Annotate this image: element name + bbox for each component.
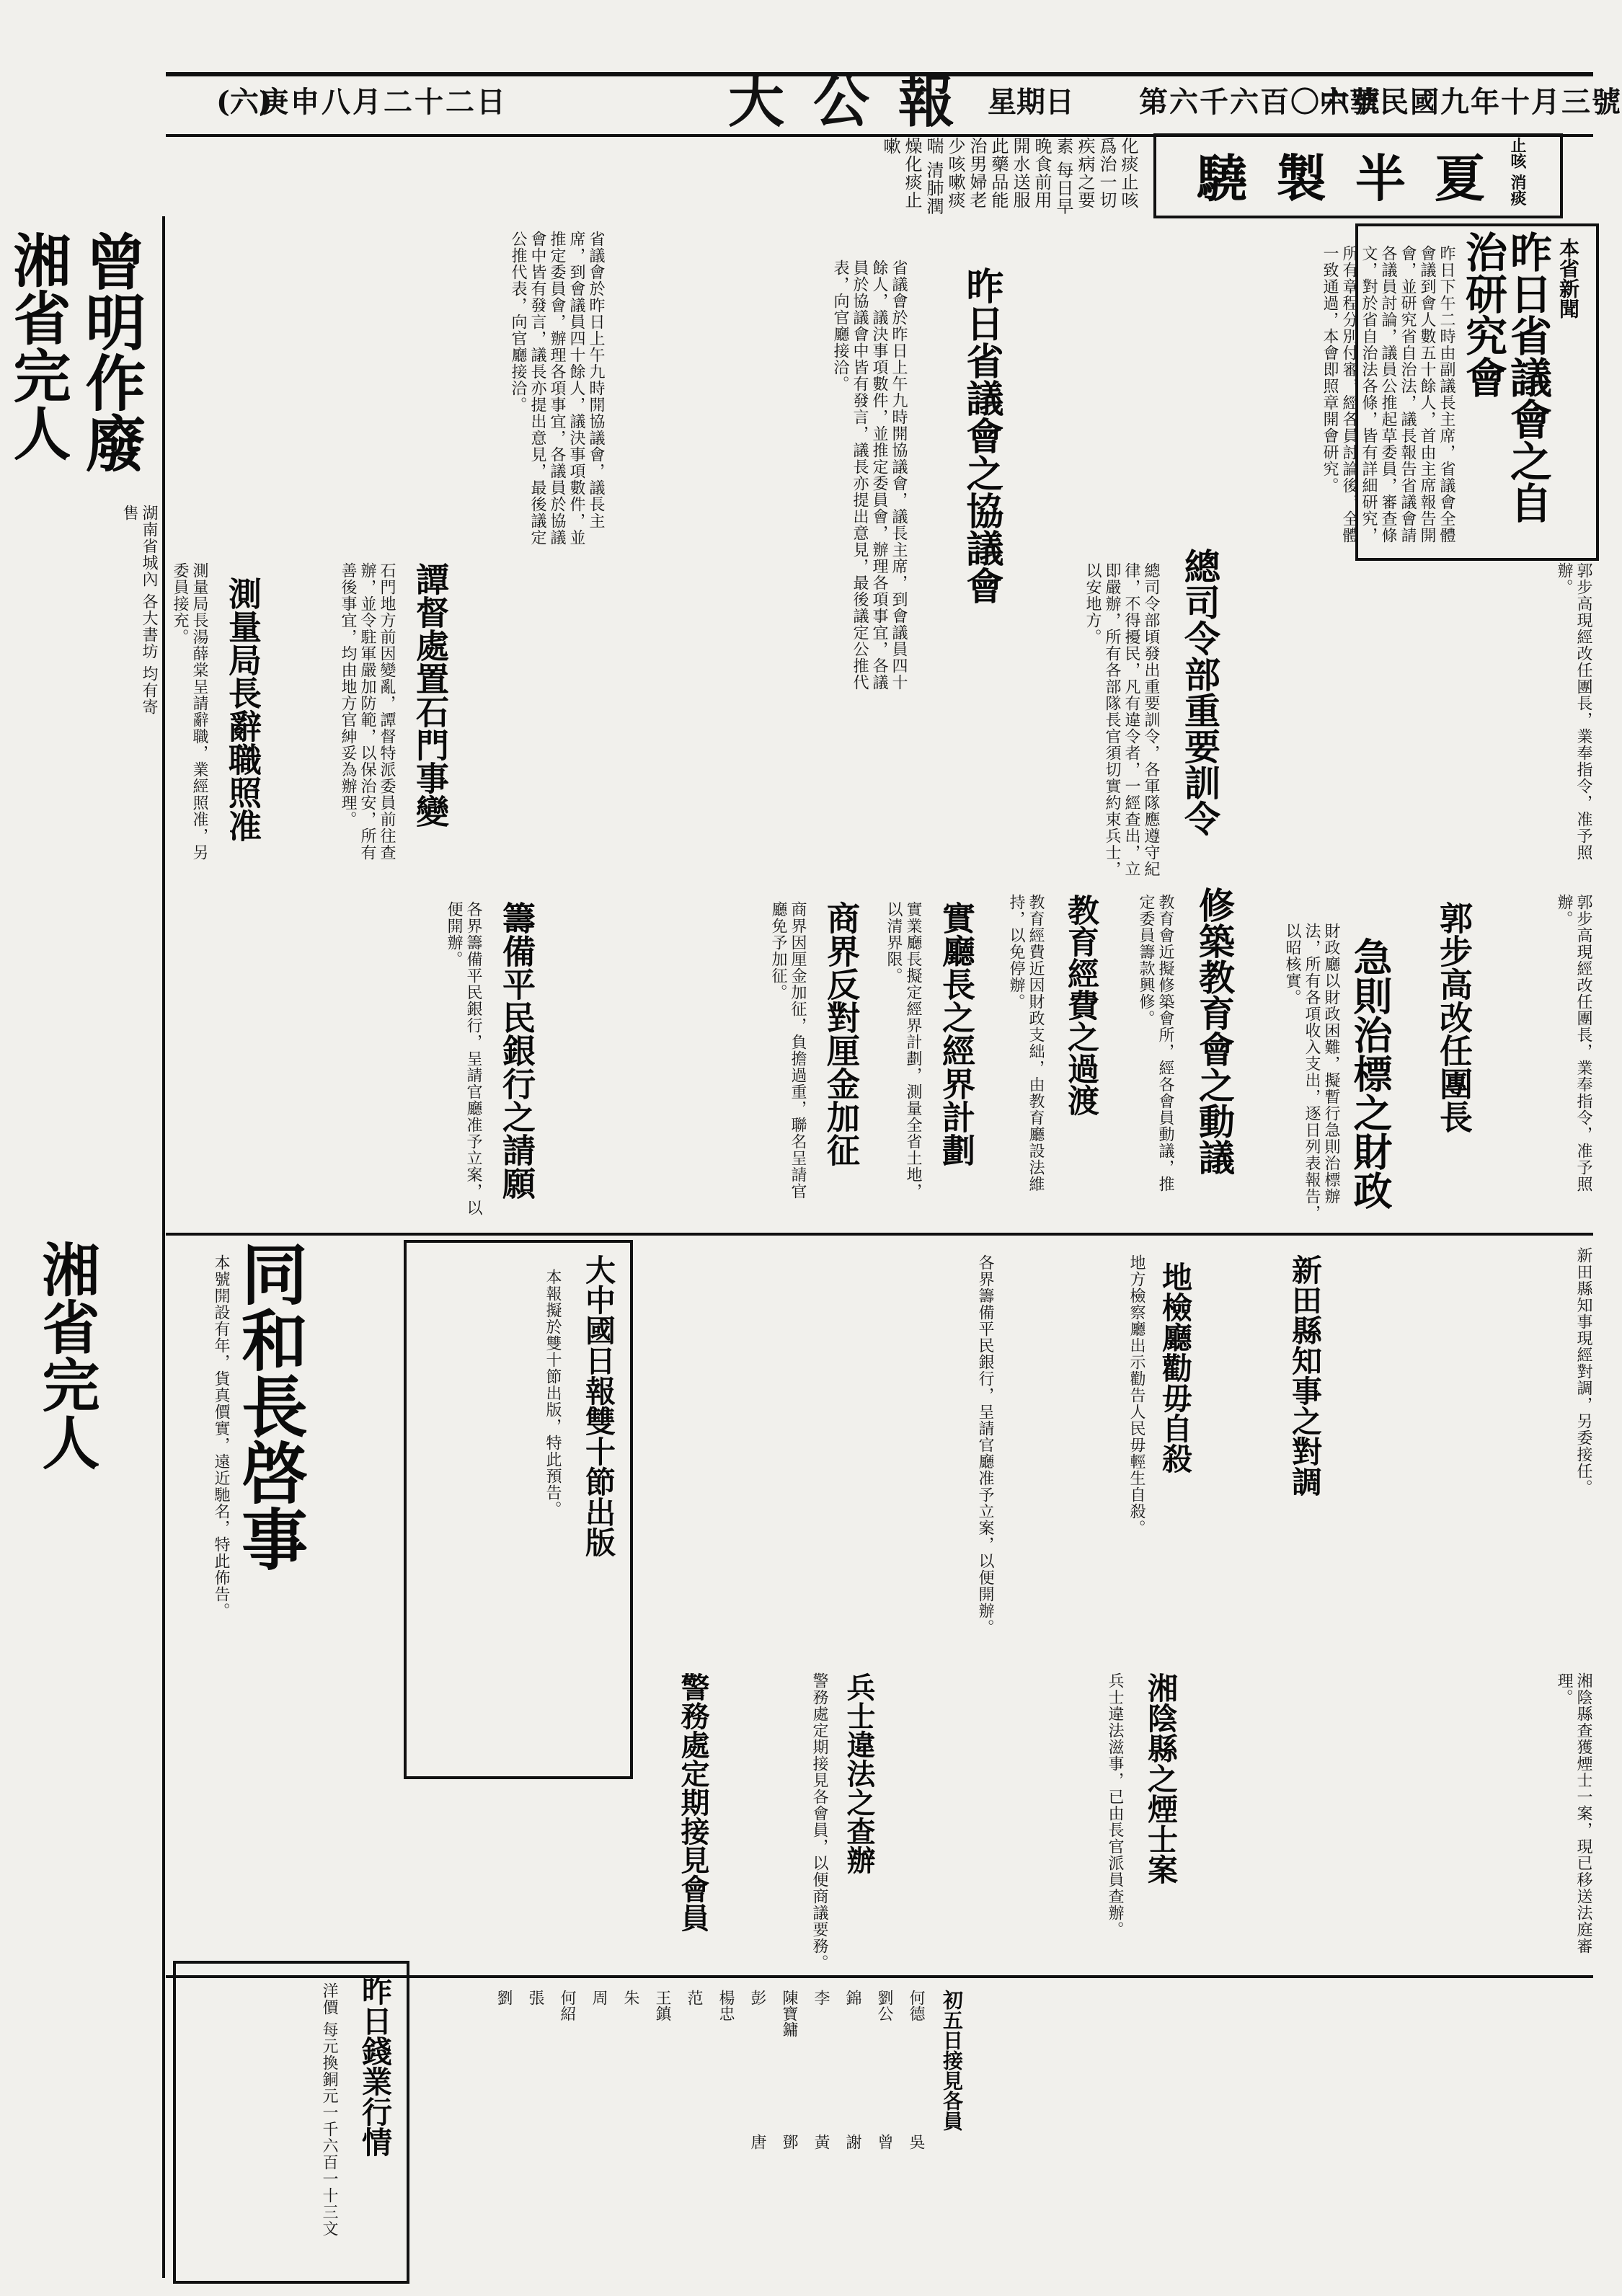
article9-body: 教育經費近因財政支絀，由教育廳設法維持，以免停辦。	[1007, 894, 1045, 1192]
name-table-cell: 范	[685, 1990, 703, 2005]
article10-headline: 實廳長之經界計劃	[937, 901, 976, 1166]
name-table-cell: 張	[526, 1990, 544, 2005]
top-ad-body: 化痰止咳爲治一切疾病之要素 每日早晚食前用開水送服 此藥品能治男婦老少咳嗽痰喘 清肺潤燥化痰止嗽	[880, 137, 1138, 216]
lunar-date: 庚申八月二十二日	[260, 85, 508, 119]
name-table-cell: 李	[812, 1990, 830, 2005]
ad-box1-body: 本號開設有年，貨真價實，遠近馳名，特此佈告。	[212, 1254, 230, 1619]
article7-body: 財政廳以財政困難，擬暫行急則治標辦法，所有各項收入支出，逐日列表報告，以昭核實。	[1283, 923, 1340, 1221]
article6-headline: 郭步高改任團長	[1435, 901, 1473, 1133]
article1-tag: 本省新聞	[1556, 238, 1580, 319]
article14-body: 地方檢察廳出示勸告人民毋輕生自殺。	[1127, 1254, 1145, 1536]
name-table-cell: 何德	[907, 1990, 925, 2021]
name-table-cell: 鄧	[780, 2134, 798, 2150]
article9-headline: 教育經費之過渡	[1062, 894, 1099, 1116]
left-divider	[162, 216, 165, 2278]
ad-box2-title: 大中國日報雙十節出版	[581, 1254, 616, 1557]
left-ad-slogan: 曾明作廢	[76, 231, 147, 473]
article5-body: 測量局長湯薛棠呈請辭職，業經照准，另委員接充。	[171, 562, 208, 861]
article13-body: 新田縣知事現經對調，另委接任。	[1574, 1247, 1592, 1496]
left-ad-title: 湘省完人	[4, 231, 71, 461]
name-table-cell: 周	[590, 1990, 608, 2005]
article16-body: 兵士違法滋事，已由長官派員查辦。	[1106, 1672, 1124, 1938]
article12-headline: 籌備平民銀行之請願	[497, 901, 536, 1200]
top-ad-subtitle: 止咳 消痰	[1508, 137, 1527, 206]
article1-body: 昨日下午二時由副議長主席，省議會全體會議到會人數五十餘人，首由主席報告開會，並研究省自治法，議長報告省議會請各議員討論，議員公推起草委員，審查條文，對於省自治法各條，皆有詳細研究，所有章程分別付審，經各員討論後，全體一致通過，本會即照章開會研究。	[1321, 245, 1455, 544]
top-ad-title: 驍製半夏	[1197, 149, 1514, 208]
name-table-cell: 何紹	[558, 1990, 576, 2021]
ad-box2-body: 本報擬於雙十節出版，特此預告。	[544, 1269, 562, 1517]
ad-box1-title: 同和長啓事	[231, 1240, 309, 1572]
name-table-cell: 王鎮	[653, 1990, 671, 2021]
name-table-cell: 錦	[843, 1990, 861, 2005]
name-table-cell: 彭	[748, 1990, 766, 2005]
article7-headline: 急則治標之財政	[1347, 937, 1393, 1210]
weekday: 星期日	[988, 85, 1074, 119]
name-table-cell: 曾	[875, 2134, 893, 2150]
lower-mid-text: 各界籌備平民銀行，呈請官廳准予立案，以便開辦。	[976, 1254, 994, 1636]
article2-headline: 昨日省議會之協議會	[960, 267, 1003, 604]
article15-headline: 湘陰縣之煙士案	[1143, 1672, 1179, 1884]
article6-body: 郭步高現經改任團長，業奉指令，准予照辦。	[1555, 894, 1592, 1192]
page-number: (六)	[216, 85, 272, 119]
name-table-cell: 楊忠	[717, 1990, 735, 2021]
left-top-text: 省議會於昨日上午九時開協議會，議長主席，到會議員四十餘人，議決事項數件，並推定委員會，辦理各項事宜，各議員於協議會中皆有發言，議長亦提出意見，最後議定公推代表，向官廳接洽。	[509, 231, 605, 546]
article4-body: 石門地方前因變亂，譚督特派委員前往查辦，並令駐軍嚴加防範，以保治安，所有善後事宜，均由地方官紳妥為辦理。	[339, 562, 396, 861]
article17-headline: 警務處定期接見會員	[676, 1672, 710, 1932]
article11-body: 商界因厘金加征，負擔過重，聯名呈請官廳免予加征。	[769, 901, 807, 1200]
article8-headline: 修築教育會之動議	[1193, 887, 1236, 1175]
article3-headline: 總司令部重要訓令	[1179, 548, 1221, 836]
mid-divider	[166, 1233, 1593, 1236]
article2-body: 省議會於昨日上午九時開協議會，議長主席，到會議員四十餘人，議決事項數件，並推定委員會，辦理各項事宜，各議員於協議會中皆有發言，議長亦提出意見，最後議定公推代表，向官廳接洽。	[831, 260, 908, 691]
name-table-header: 初五日接見各員	[940, 1990, 964, 2131]
issue-number: 第六千六百〇六號	[1139, 85, 1381, 119]
article3-body: 總司令部頃發出重要訓令，各軍隊應遵守紀律，不得擾民，凡有違令者，一經查出，立即嚴辦，所有各部隊長官須切實約束兵士，以安地方。	[1083, 562, 1160, 877]
name-table-cell: 謝	[843, 2134, 861, 2150]
name-table-cell: 劉公	[875, 1990, 893, 2021]
article1-headline: 昨日省議會之自治研究會	[1458, 231, 1552, 523]
left-ad-body: 湖南省城內 各大書坊 均有寄售	[120, 505, 158, 715]
name-table-cell: 劉	[495, 1990, 513, 2005]
name-table-cell: 陳寶鏞	[780, 1990, 798, 2037]
left-vertical-ad: 湘省完人	[32, 1240, 100, 1471]
article4-headline: 譚督處置石門事變	[411, 562, 450, 828]
right-column-text: 郭步高現經改任團長，業奉指令，准予照辦。	[1555, 562, 1592, 861]
republic-date: 中華民國九年十月三號	[1319, 85, 1622, 119]
article14-headline: 地檢廳勸毋自殺	[1158, 1262, 1193, 1473]
name-table-cell: 黃	[812, 2134, 830, 2150]
article8-body: 教育會近擬修築會所，經各會員動議，推定委員籌款興修。	[1137, 894, 1174, 1192]
paper-name: 大公報	[728, 69, 984, 135]
article15-body: 湘陰縣查獲煙士一案，現已移送法庭審理。	[1555, 1672, 1592, 1954]
article12-body: 各界籌備平民銀行，呈請官廳准予立案，以便開辦。	[445, 901, 482, 1216]
name-table-cell: 朱	[621, 1990, 639, 2005]
article10-body: 實業廳長擬定經界計劃，測量全省土地，以清界限。	[885, 901, 922, 1200]
article17-body: 警務處定期接見各會員，以便商議要務。	[810, 1672, 828, 1971]
article16-headline: 兵士違法之查辦	[842, 1672, 876, 1874]
name-table-cell: 唐	[748, 2134, 766, 2150]
article18-body: 洋價 每元換銅元一千六百一十三文	[320, 1982, 338, 2237]
article18-headline: 昨日錢業行情	[358, 1975, 393, 2157]
name-table-cell: 吳	[907, 2134, 925, 2150]
article13-headline: 新田縣知事之對調	[1288, 1254, 1323, 1497]
article11-headline: 商界反對厘金加征	[822, 901, 861, 1166]
article5-headline: 測量局長辭職照准	[223, 577, 262, 842]
